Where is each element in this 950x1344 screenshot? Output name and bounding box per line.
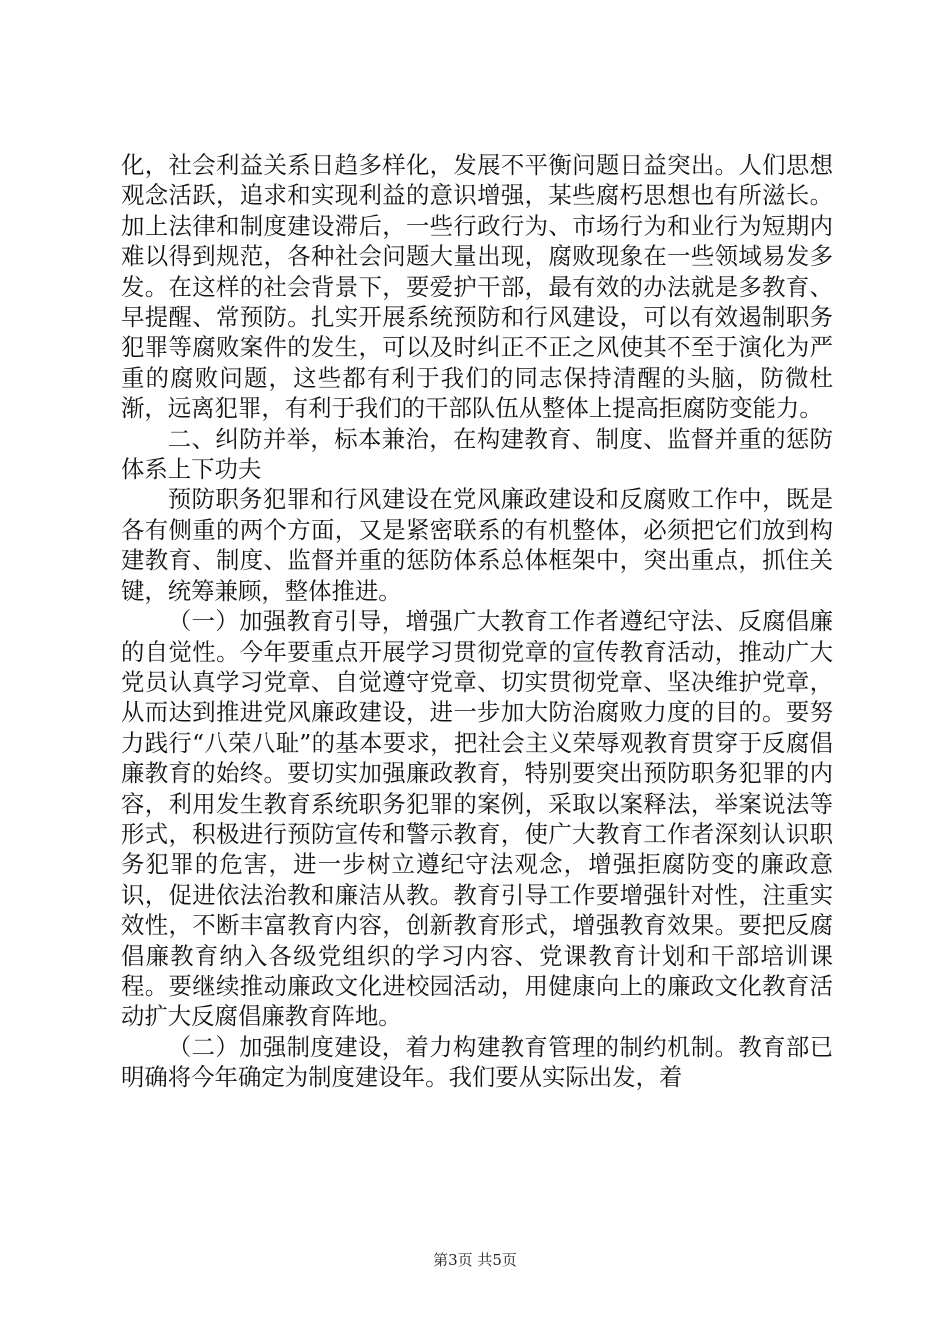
paragraph-continuation: 化，社会利益关系日趋多样化，发展不平衡问题日益突出。人们思想观念活跃，追求和实现利益的意识增强，某些腐朽思想也有所滋长。加上法律和制度建设滞后，一些行政行为、市场行为和业行为短期内难以得到规范，各种社会问题大量出现，腐败现象在一些领域易发多发。在这样的社会背景下，要爱护干部，最有效的办法就是多教育、早提醒、常预防。扎实开展系统预防和行风建设，可以有效遏制职务犯罪等腐败案件的发生，可以及时纠正不正之风使其不至于演化为严重的腐败问题，这些都有利于我们的同志保持清醒的头脑，防微杜渐，远离犯罪，有利于我们的干部队伍从整体上提高拒腐防变能力。	[121, 151, 833, 423]
document-body	[121, 150, 833, 1093]
page-number-footer: 第3页 共5页	[433, 1251, 517, 1269]
section-heading-two: 二、纠防并举，标本兼治，在构建教育、制度、监督并重的惩防体系上下功夫	[121, 424, 833, 484]
paragraph-system-building: （二）加强制度建设，着力构建教育管理的制约机制。教育部已明确将今年确定为制度建设年。我们要从实际出发，着	[121, 1032, 833, 1092]
paragraph-section-intro: 预防职务犯罪和行风建设在党风廉政建设和反腐败工作中，既是各有侧重的两个方面，又是紧密联系的有机整体，必须把它们放到构建教育、制度、监督并重的惩防体系总体框架中，突出重点，抓住关键，统筹兼顾，整体推进。	[121, 485, 833, 605]
paragraph-education-guidance: （一）加强教育引导，增强广大教育工作者遵纪守法、反腐倡廉的自觉性。今年要重点开展学习贯彻党章的宣传教育活动，推动广大党员认真学习党章、自觉遵守党章、切实贯彻党章、坚决维护党章，从而达到推进党风廉政建设，进一步加大防治腐败力度的目的。要努力践行“八荣八耻”的基本要求，把社会主义荣辱观教育贯穿于反腐倡廉教育的始终。要切实加强廉政教育，特别要突出预防职务犯罪的内容，利用发生教育系统职务犯罪的案例，采取以案释法，举案说法等形式，积极进行预防宣传和警示教育，使广大教育工作者深刻认识职务犯罪的危害，进一步树立遵纪守法观念，增强拒腐防变的廉政意识，促进依法治教和廉洁从教。教育引导工作要增强针对性，注重实效性，不断丰富教育内容，创新教育形式，增强教育效果。要把反腐倡廉教育纳入各级党组织的学习内容、党课教育计划和干部培训课程。要继续推动廉政文化进校园活动，用健康向上的廉政文化教育活动扩大反腐倡廉教育阵地。	[121, 607, 833, 1031]
